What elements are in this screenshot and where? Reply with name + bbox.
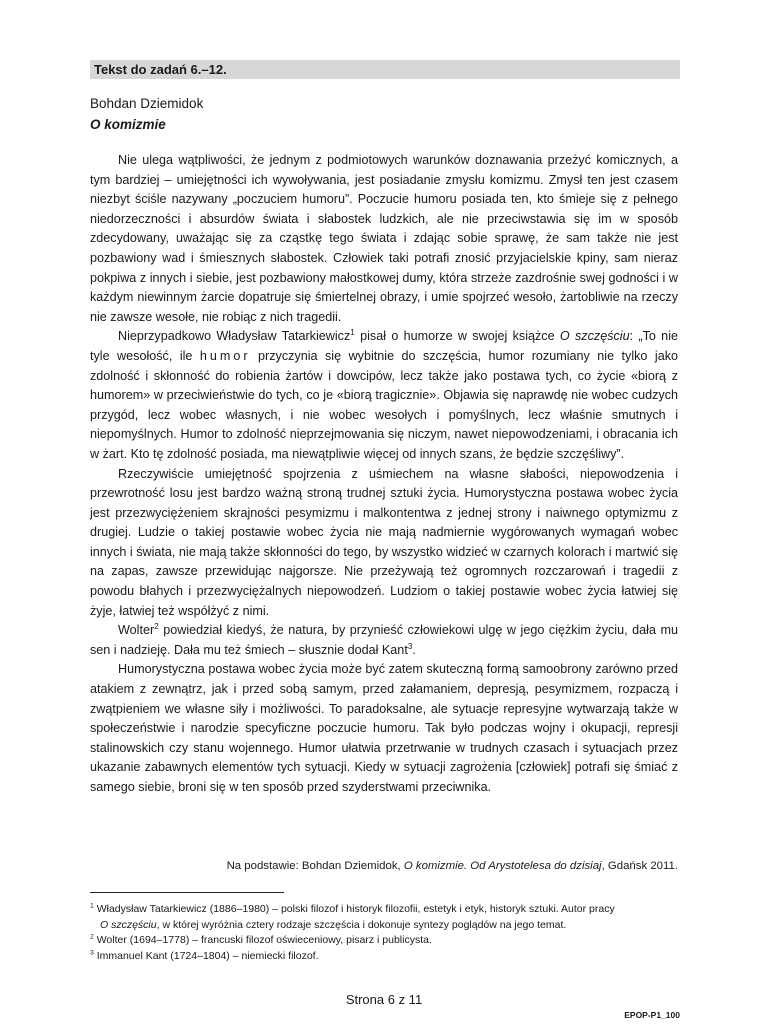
paragraph-5: Humorystyczna postawa wobec życia może być zatem skuteczną formą samoobrony zarówno przed atakiem z zewnątrz, jak i przed sobą samym, przed załamaniem, depresją, pesymizmem, rozpaczą i zwątpieniem we własne siły i możliwości. To paradoksalne, ale sytuacje represyjne wytwarzają także w społeczeństwie i narodzie specyficzne poczucie humoru. Tak było podczas wojny i okupacji, represji stalinowskich czy stanu wojennego. Humor ułatwia przetrwanie w trudnych czasach i sytuacjach przez ukazanie zabawnych elementów tych sytuacji. Kiedy w sytuacji zagrożenia [człowiek] potrafi się śmiać z samego siebie, broni się w ten sposób przed szyderstwami przeciwnika. [90, 662, 678, 794]
footnote-2: $^2$ Wolter (1694–1778) – francuski filozof oświeceniowy, pisarz i publicysta. [90, 933, 432, 946]
footnote-ref-3: 3 [407, 641, 413, 651]
footnote-3: $^3$ Immanuel Kant (1724–1804) – niemiecki filozof. [90, 949, 319, 962]
footnote-divider [90, 892, 284, 893]
footnote-ref-1: 1 [350, 328, 355, 338]
paragraph-4: Wolter$^2$ powiedział kiedyś, że natura, by przynieść człowiekowi ulgę w jego ciężkim życiu, dała mu sen i nadzieję. Dała mu też śmiech – słusznie dodał Kant$^3$. [90, 622, 678, 657]
book-title: O szczęściu [559, 329, 630, 344]
footnote-1-continued: O szczęściu, w której wyróżnia cztery rodzaje szczęścia i dokonuje syntezy poglądów na jego temat. [100, 918, 567, 931]
source-work-title: O komizmie. Od Arystotelesa do dzisiaj [403, 860, 602, 872]
paragraph-1: Nie ulega wątpliwości, że jednym z podmiotowych warunków doznawania przeżyć komicznych, a tym bardziej – umiejętności ich wywoływania, jest posiadanie zmysłu komizmu. Zmysł ten jest czasem niezbyt ściśle nazywany „poczuciem humoru”. Poczucie humoru posiada ten, kto śmieje się z pełnego niedorzeczności i absurdów świata i słabostek ludzkich, ale nie przeciwstawia się im w sposób zdecydowany, uważając się za cząstkę tego świata i zdając sobie sprawę, że sam także nie jest pozbawiony wad i śmiesznych słabostek. Człowiek taki potrafi znosić przyjacielskie kpiny, sam nieraz pokpiwa z innych i siebie, jest pozbawiony małostkowej dumy, która strzeże zazdrośnie swej godności i w każdym niewinnym żarcie dopatruje się śmiertelnej obrazy, i umie spojrzeć wesoło, żartobliwie na rzeczy nie zawsze wesołe, nie robiąc z nich tragedii. [90, 153, 678, 324]
spaced-word: humor [199, 348, 251, 363]
article-author: Bohdan Dziemidok [90, 96, 204, 111]
article-title: O komizmie [90, 117, 166, 132]
footnote-1: $^1$ Władysław Tatarkiewicz (1886–1980) – polski filozof i historyk filozofii, estetyk i etyk, historyk sztuki. Autor pracy [90, 902, 615, 915]
footnote-ref-2: 2 [154, 622, 159, 632]
section-header-label: Tekst do zadań 6.–12. [94, 62, 227, 77]
section-header-bar [90, 60, 680, 79]
source-citation: Na podstawie: Bohdan Dziemidok, O komizmie. Od Arystotelesa do dzisiaj, Gdańsk 2011. [226, 860, 678, 872]
page-number: Strona 6 z 11 [345, 992, 423, 1007]
exam-code: EPOP-P1_100 [624, 1010, 680, 1020]
paragraph-2: Nieprzypadkowo Władysław Tatarkiewicz$^1$ pisał o humorze w swojej książce O szczęściu: „To nie tyle wesołość, ile humor przyczynia się wybitnie do szczęścia, humor rozumiany nie tylko jako zdolność i skłonność do robienia żartów i dowcipów, lecz także jako postawa tych, co życie «biorą z humorem» w przeciwieństwie do tych, co je «biorą tragicznie». Objawia się naprawdę nie wobec cudzych przygód, lecz wobec własnych, i nie wobec wesołych i pomyślnych, lecz właśnie smutnych i niepomyślnych. Humor to zdolność nieprzejmowania się niczym, nawet niepowodzeniami, i obracania ich w żart. Kto tę zdolność posiada, ma niewątpliwie więcej od innych szans, że będzie szczęśliwy”. [90, 328, 678, 461]
paragraph-3: Rzeczywiście umiejętność spojrzenia z uśmiechem na własne słabości, niepowodzenia i przewrotność losu jest bardzo ważną stroną trudnej sztuki życia. Humorystyczna postawa wobec życia jest przezwyciężeniem skrajności pesymizmu i malkontentwa z jednej strony i naiwnego optymizmu z drugiej. Ludzie o takiej postawie wobec życia nie mają nadmiernie wygórowanych wymagań wobec innych i świata, nie mają także skłonności do tego, by wszystko widzieć w czarnych kolorach i martwić się na zapas, zawsze przewidując najgorsze. Nie przeżywają też ogromnych rozczarowań i tragedii z powodu błahych i przezwyciężalnych niepowodzeń. Ludziom o takiej postawie wobec życia łatwiej się żyje, łatwiej też współżyć z nimi. [90, 466, 678, 618]
footnotes [90, 902, 678, 964]
article-body [90, 151, 678, 798]
